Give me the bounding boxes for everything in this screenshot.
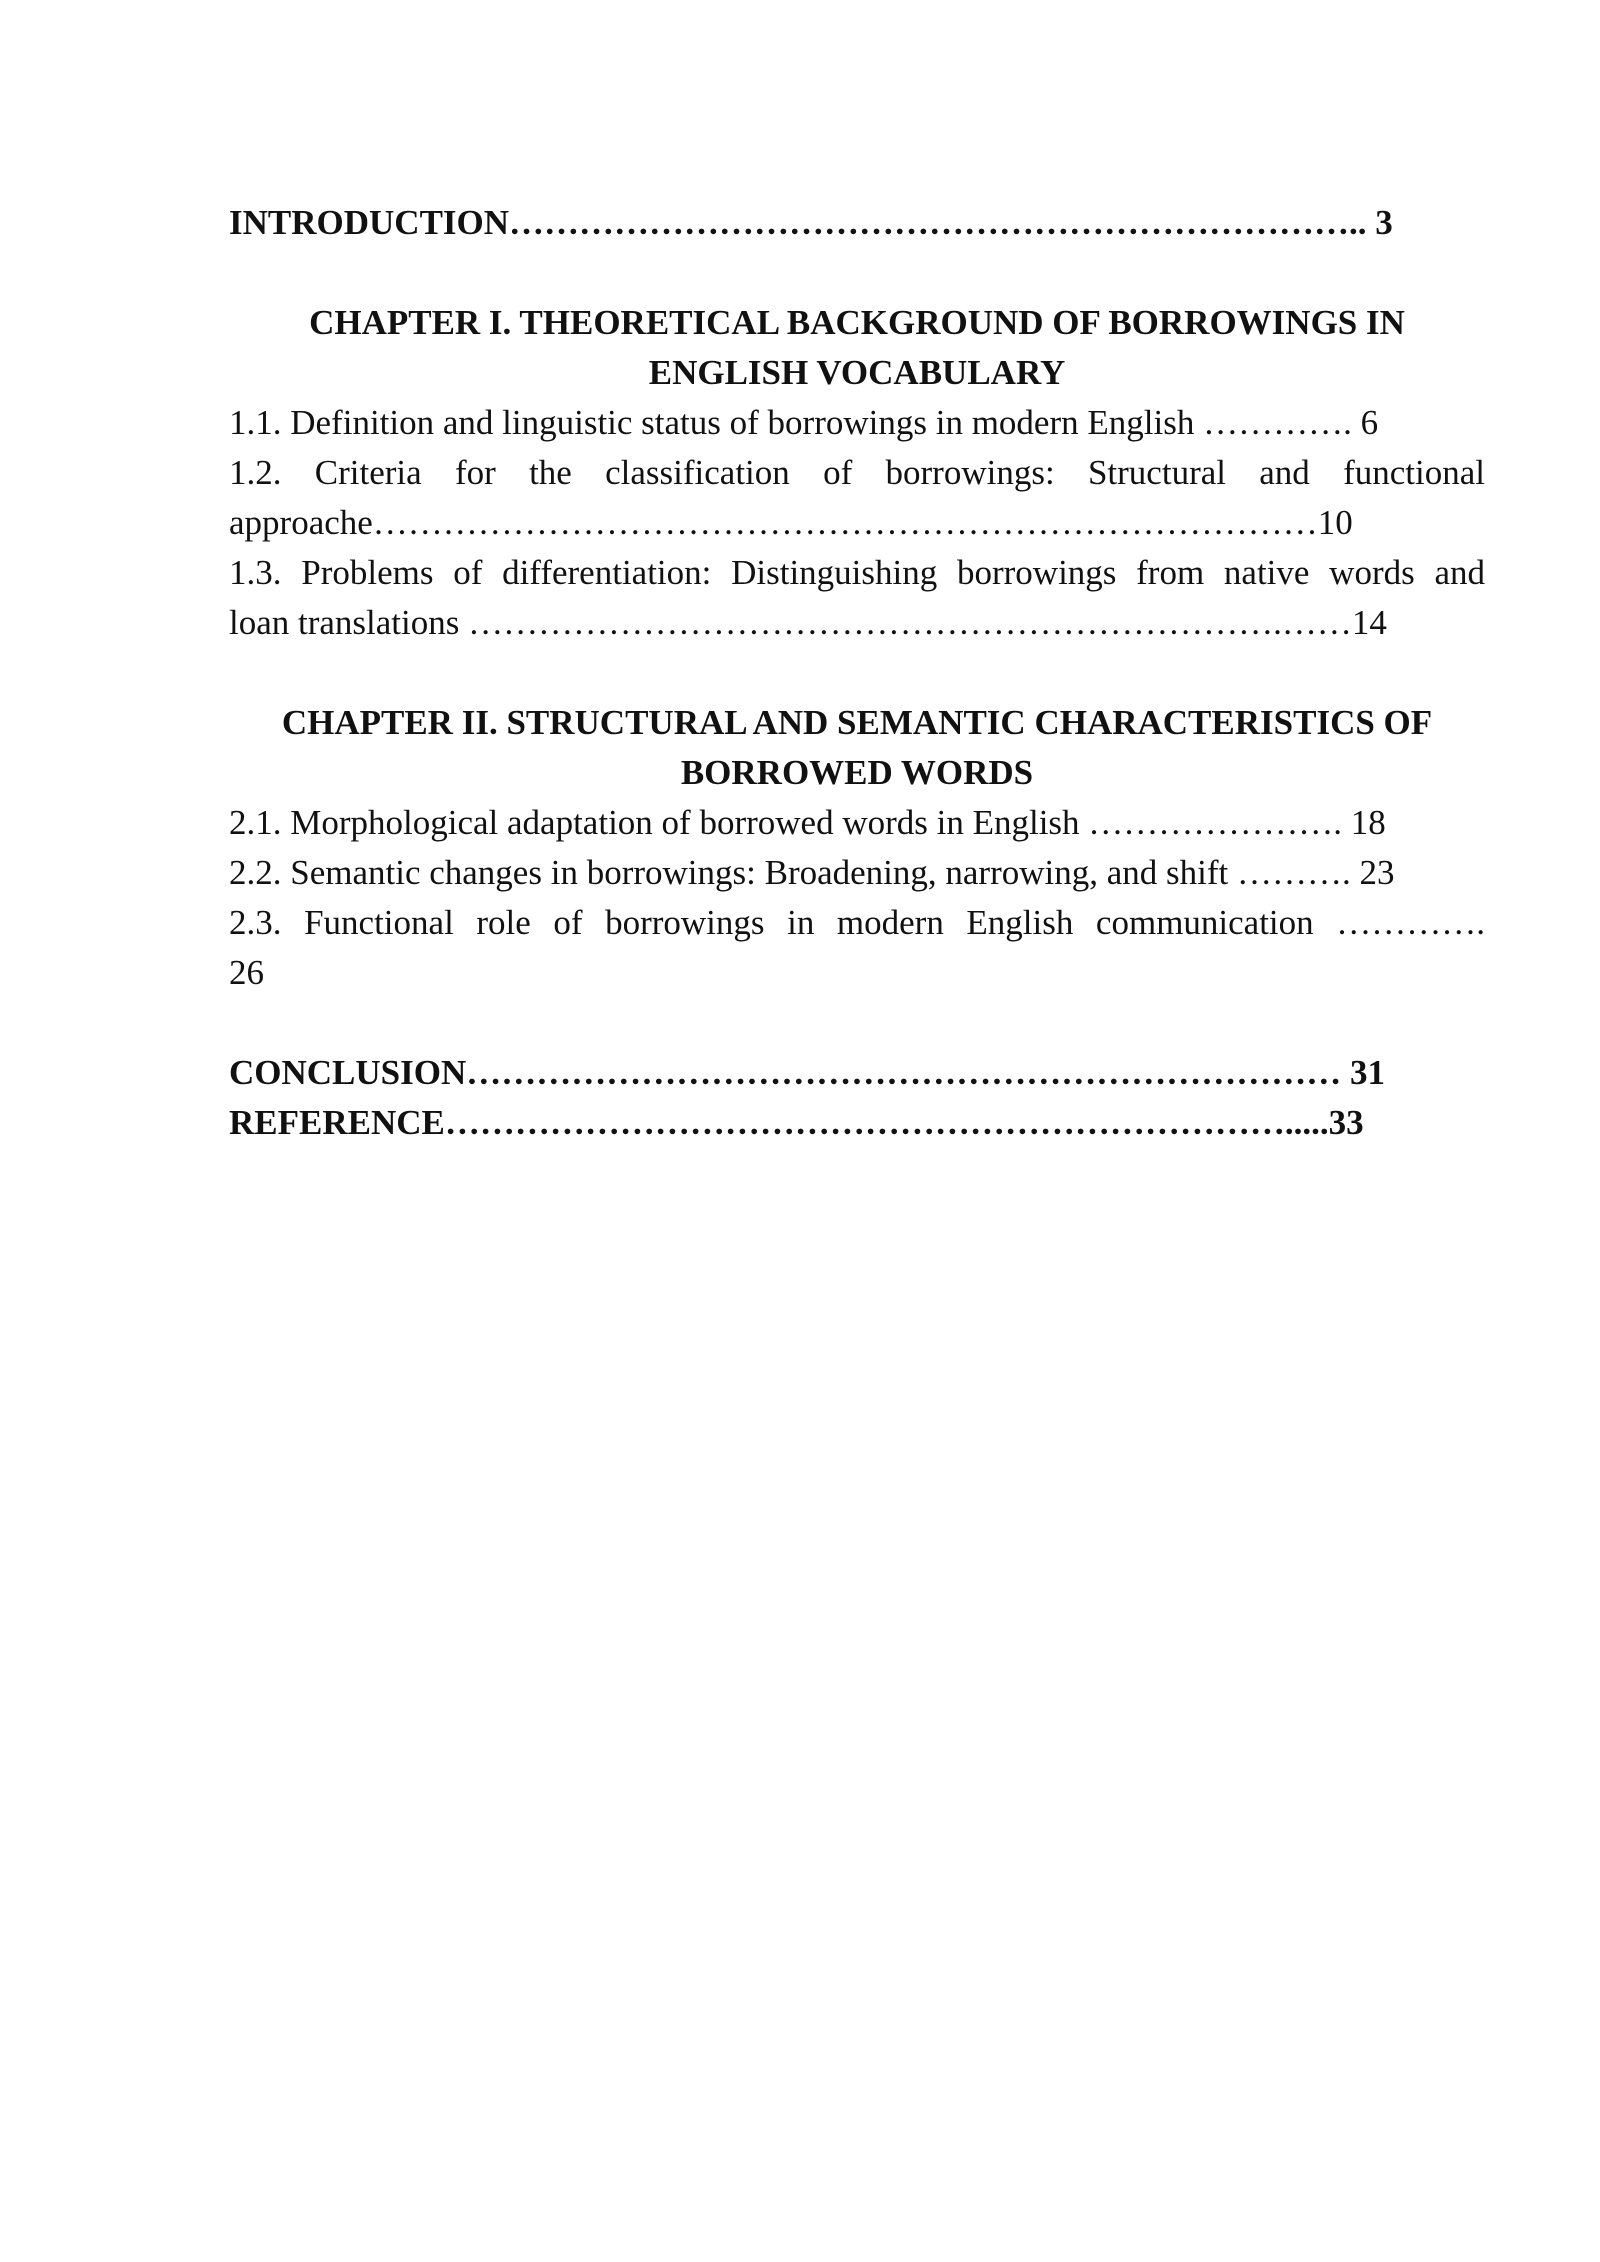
toc-conclusion[interactable]: CONCLUSION………………………………………………………………… 31 (229, 1053, 1386, 1092)
toc-item-1-2-line-1[interactable]: 1.2. Criteria for the classification of borrowings: Structural and functional (229, 453, 1485, 492)
toc-reference[interactable]: REFERENCE……………………………………………………………….....33 (229, 1103, 1364, 1142)
toc-item-1-2-line-2[interactable]: approache………………………………………………………………………10 (229, 503, 1353, 542)
table-of-contents (229, 198, 1485, 1148)
chapter-2-title-line-2[interactable]: BORROWED WORDS (680, 753, 1034, 792)
spacer (229, 998, 1485, 1048)
spacer (229, 648, 1485, 698)
chapter-2-title-line-1[interactable]: CHAPTER II. STRUCTURAL AND SEMANTIC CHARACTERISTICS OF (281, 703, 1433, 742)
chapter-1-title-line-2[interactable]: ENGLISH VOCABULARY (648, 353, 1066, 392)
toc-item-1-1[interactable]: 1.1. Definition and linguistic status of borrowings in modern English …………. 6 (229, 403, 1379, 442)
spacer (229, 248, 1485, 298)
toc-item-2-2[interactable]: 2.2. Semantic changes in borrowings: Broadening, narrowing, and shift ………. 23 (229, 853, 1395, 892)
toc-item-2-3-line-1[interactable]: 2.3. Functional role of borrowings in modern English communication …………. (229, 903, 1485, 942)
toc-item-2-1[interactable]: 2.1. Morphological adaptation of borrowed words in English …………………. 18 (229, 803, 1386, 842)
toc-item-1-3-line-2[interactable]: loan translations …………………………………………………………….……14 (229, 603, 1387, 642)
toc-introduction[interactable]: INTRODUCTION……………………………………………………………….. 3 (229, 203, 1393, 242)
toc-item-1-3-line-1[interactable]: 1.3. Problems of differentiation: Distinguishing borrowings from native words and (229, 553, 1485, 592)
chapter-1-title-line-1[interactable]: CHAPTER I. THEORETICAL BACKGROUND OF BORROWINGS IN (309, 303, 1405, 342)
toc-item-2-3-line-2[interactable]: 26 (229, 953, 264, 992)
